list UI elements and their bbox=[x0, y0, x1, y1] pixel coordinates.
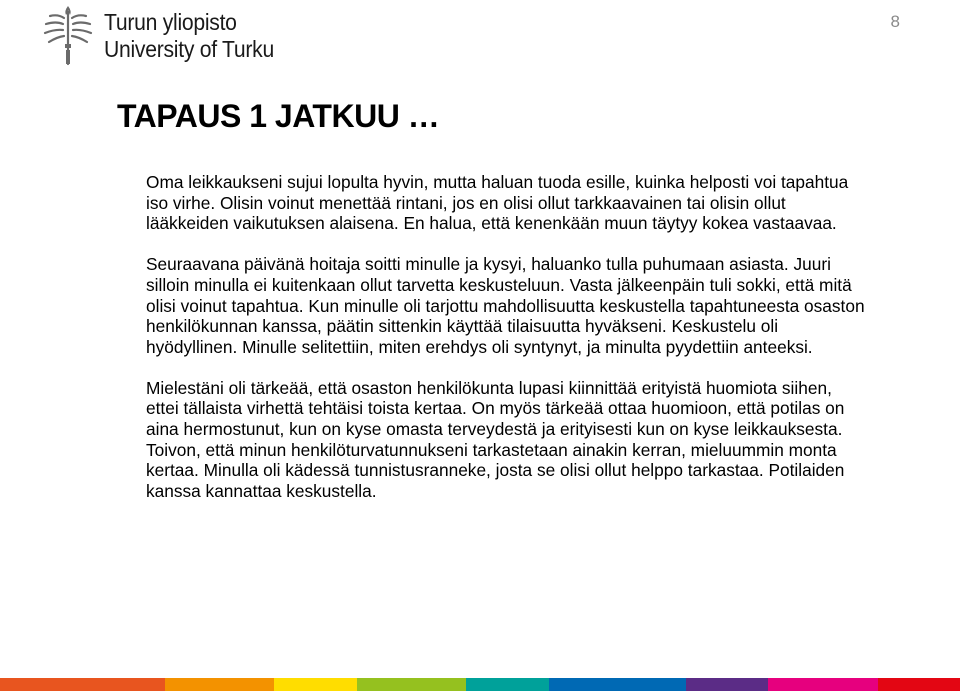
page-number: 8 bbox=[890, 12, 900, 31]
torch-emblem-icon bbox=[36, 4, 100, 68]
footer-segment bbox=[357, 678, 467, 691]
slide-body bbox=[146, 172, 866, 502]
footer-segment bbox=[0, 678, 165, 691]
university-logo bbox=[36, 4, 289, 68]
footer-segment bbox=[549, 678, 686, 691]
footer-segment bbox=[686, 678, 768, 691]
logo-line-english: University of Turku bbox=[104, 36, 274, 62]
logo-wordmark bbox=[104, 9, 274, 63]
footer-segment bbox=[466, 678, 548, 691]
footer-segment bbox=[274, 678, 356, 691]
footer-segment bbox=[878, 678, 960, 691]
footer-segment bbox=[768, 678, 878, 691]
footer-segment bbox=[165, 678, 275, 691]
logo-line-finnish: Turun yliopisto bbox=[104, 9, 237, 35]
slide-title: TAPAUS 1 JATKUU … bbox=[117, 98, 440, 134]
paragraph-1: Oma leikkaukseni sujui lopulta hyvin, mutta haluan tuoda esille, kuinka helposti voi tapahtua iso virhe. Olisin voinut menettää rintani, jos en olisi ollut tarkkaavainen tai olisin ollut lääkkeiden vaikutuksen alaisena. En halua, että kenenkään muun täytyy kokea vastaavaa. bbox=[146, 172, 849, 234]
paragraph-3: Mielestäni oli tärkeää, että osaston henkilökunta lupasi kiinnittää erityistä huomiota siihen, ettei tällaista virhettä tehtäisi toista kertaa. On myös tärkeää ottaa huomioon, että potilas on aina hermostunut, kun on kyse omasta terveydestä ja erityisesti kun on kyse leikkauksesta. Toivon, että minun henkilöturvatunnukseni tarkastetaan ainakin kerran, mieluummin monta kertaa. Minulla oli kädessä tunnistusranneke, josta se olisi ollut helppo tarkastaa. Potilaiden kanssa kannattaa keskustella. bbox=[146, 377, 845, 502]
paragraph-2: Seuraavana päivänä hoitaja soitti minulle ja kysyi, haluanko tulla puhumaan asiasta. Juuri silloin minulla ei kuitenkaan ollut tarvetta keskusteluun. Vasta jälkeenpäin tuli sokki, että mitä olisi voinut tapahtua. Kun minulle oli tarjottu mahdollisuutta keskustella tapahtuneesta osaston henkilökunnan kanssa, päätin sittenkin käyttää tilaisuutta hyväkseni. Keskustelu oli hyödyllinen. Minulle selitettiin, miten erehdys oli syntynyt, ja minulta pyydettiin anteeksi. bbox=[146, 254, 865, 357]
footer-color-bar bbox=[0, 678, 960, 691]
